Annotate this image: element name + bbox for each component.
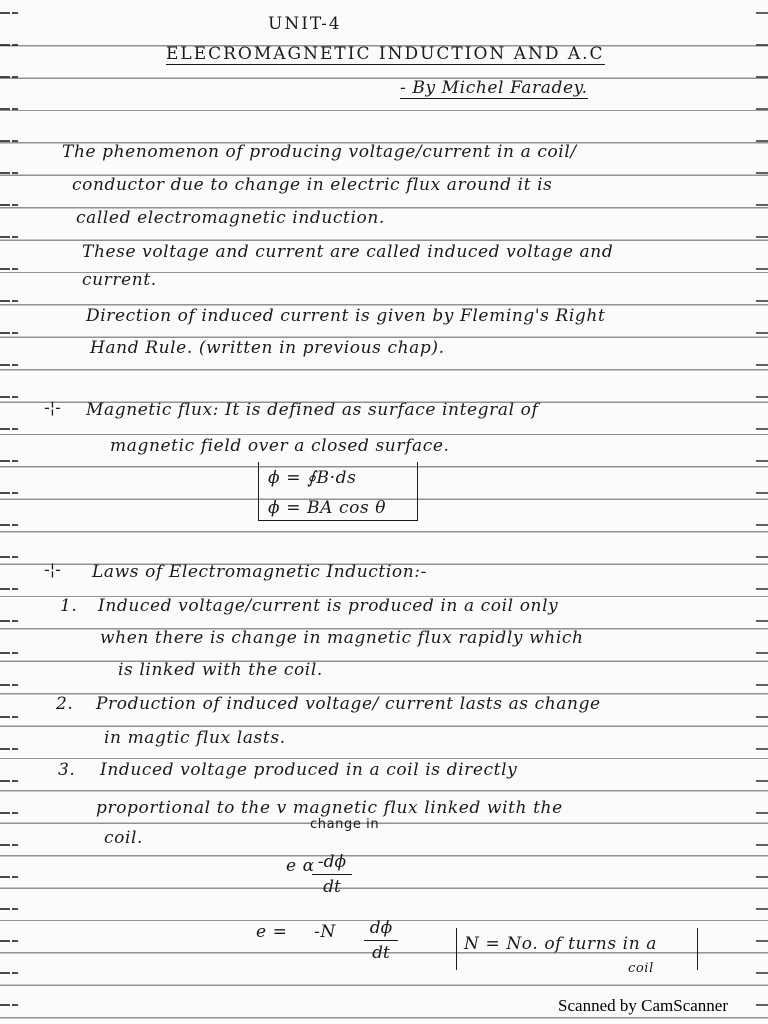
eq2-lhs: e = bbox=[256, 922, 288, 942]
left-margin-ticks bbox=[0, 0, 26, 1024]
unit-heading: UNIT-4 bbox=[268, 14, 342, 34]
flux-formula-2: ϕ = BA cos θ bbox=[268, 498, 387, 518]
eq1-numerator: -dϕ bbox=[317, 852, 347, 872]
intro-line-4: These voltage and current are called induced voltage and bbox=[82, 242, 614, 262]
law-3-line-1: Induced voltage produced in a coil is directly bbox=[100, 760, 518, 780]
eq2-fraction bbox=[364, 918, 398, 963]
eq1-lhs: e α bbox=[286, 856, 315, 876]
intro-line-7: Hand Rule. (written in previous chap). bbox=[90, 338, 445, 358]
eq2-coefficient: -N bbox=[314, 922, 336, 942]
law-3-line-2: proportional to the v magnetic flux linked with the bbox=[96, 798, 563, 818]
intro-line-5: current. bbox=[82, 270, 157, 290]
page-title: ELECROMAGNETIC INDUCTION AND A.C bbox=[166, 44, 605, 64]
eq1-fraction bbox=[312, 852, 352, 897]
law-number: 3. bbox=[58, 760, 76, 780]
flux-formula-1: ϕ = ∮B·ds bbox=[268, 468, 357, 488]
law-number: 1. bbox=[60, 596, 78, 616]
law-3-insert: change in bbox=[310, 817, 380, 832]
intro-line-1: The phenomenon of producing voltage/current in a coil/ bbox=[62, 142, 577, 162]
fraction-bar bbox=[364, 940, 398, 941]
flux-line-2: magnetic field over a closed surface. bbox=[110, 436, 450, 456]
law-1-line-3: is linked with the coil. bbox=[118, 660, 323, 680]
section-bullet-icon: -¦- bbox=[44, 398, 61, 417]
scanner-watermark: Scanned by CamScanner bbox=[558, 996, 728, 1015]
fraction-bar bbox=[312, 874, 352, 875]
intro-line-3: called electromagnetic induction. bbox=[76, 208, 385, 228]
law-2-line-2: in magtic flux lasts. bbox=[104, 728, 286, 748]
section-bullet-icon: -¦- bbox=[44, 560, 61, 579]
eq1-denominator: dt bbox=[323, 877, 341, 897]
turns-note: N = No. of turns in a bbox=[464, 934, 657, 954]
flux-heading: Magnetic flux: It is defined as surface integral of bbox=[86, 400, 539, 420]
law-3-line-3: coil. bbox=[104, 828, 144, 848]
eq2-denominator: dt bbox=[372, 943, 390, 963]
intro-line-2: conductor due to change in electric flux around it is bbox=[72, 175, 553, 195]
law-2-line-1: Production of induced voltage/ current lasts as change bbox=[96, 694, 601, 714]
author-line: - By Michel Faradey. bbox=[400, 78, 588, 98]
law-number: 2. bbox=[56, 694, 74, 714]
laws-heading: Laws of Electromagnetic Induction:- bbox=[92, 562, 427, 582]
right-margin-ticks bbox=[756, 0, 768, 1024]
eq2-numerator: dϕ bbox=[369, 918, 393, 938]
law-1-line-2: when there is change in magnetic flux rapidly which bbox=[100, 628, 584, 648]
turns-note-sub: coil bbox=[628, 961, 654, 976]
intro-line-6: Direction of induced current is given by Fleming's Right bbox=[86, 306, 606, 326]
law-1-line-1: Induced voltage/current is produced in a coil only bbox=[98, 596, 559, 616]
